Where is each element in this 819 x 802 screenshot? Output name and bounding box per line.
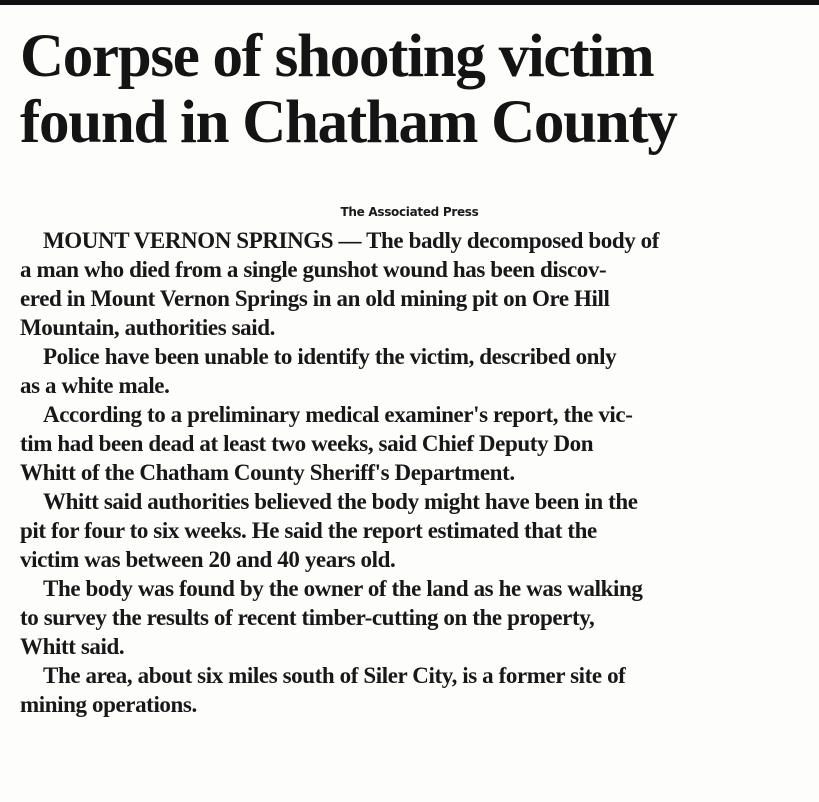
text-line: Whitt of the Chatham County Sheriff's Department. <box>20 460 515 485</box>
paragraph <box>20 574 805 661</box>
text-line: According to a preliminary medical examiner's report, the vic- <box>43 402 633 427</box>
text-line: MOUNT VERNON SPRINGS — The badly decomposed body of <box>43 228 660 253</box>
headline <box>20 24 810 156</box>
article-body <box>20 226 805 719</box>
text-line: The area, about six miles south of Siler City, is a former site of <box>43 663 626 688</box>
headline-line: found in Chatham County <box>20 89 677 156</box>
text-line: pit for four to six weeks. He said the report estimated that the <box>20 518 597 543</box>
byline: The Associated Press <box>340 205 479 219</box>
text-line: victim was between 20 and 40 years old. <box>20 547 396 572</box>
text-line: Whitt said. <box>20 634 125 659</box>
paragraph <box>20 342 805 400</box>
headline-line: Corpse of shooting victim <box>20 23 654 90</box>
top-rule <box>0 0 819 5</box>
text-line: ered in Mount Vernon Springs in an old mining pit on Ore Hill <box>20 286 610 311</box>
text-line: mining operations. <box>20 692 197 717</box>
text-line: as a white male. <box>20 373 170 398</box>
paragraph <box>20 226 805 342</box>
text-line: Mountain, authorities said. <box>20 315 276 340</box>
text-line: tim had been dead at least two weeks, said Chief Deputy Don <box>20 431 594 456</box>
text-line: to survey the results of recent timber-cutting on the property, <box>20 605 595 630</box>
paragraph <box>20 661 805 719</box>
paragraph <box>20 400 805 487</box>
paragraph <box>20 487 805 574</box>
text-line: Whitt said authorities believed the body might have been in the <box>43 489 638 514</box>
text-line: The body was found by the owner of the land as he was walking <box>43 576 643 601</box>
text-line: a man who died from a single gunshot wound has been discov- <box>20 257 607 282</box>
text-line: Police have been unable to identify the victim, described only <box>43 344 617 369</box>
